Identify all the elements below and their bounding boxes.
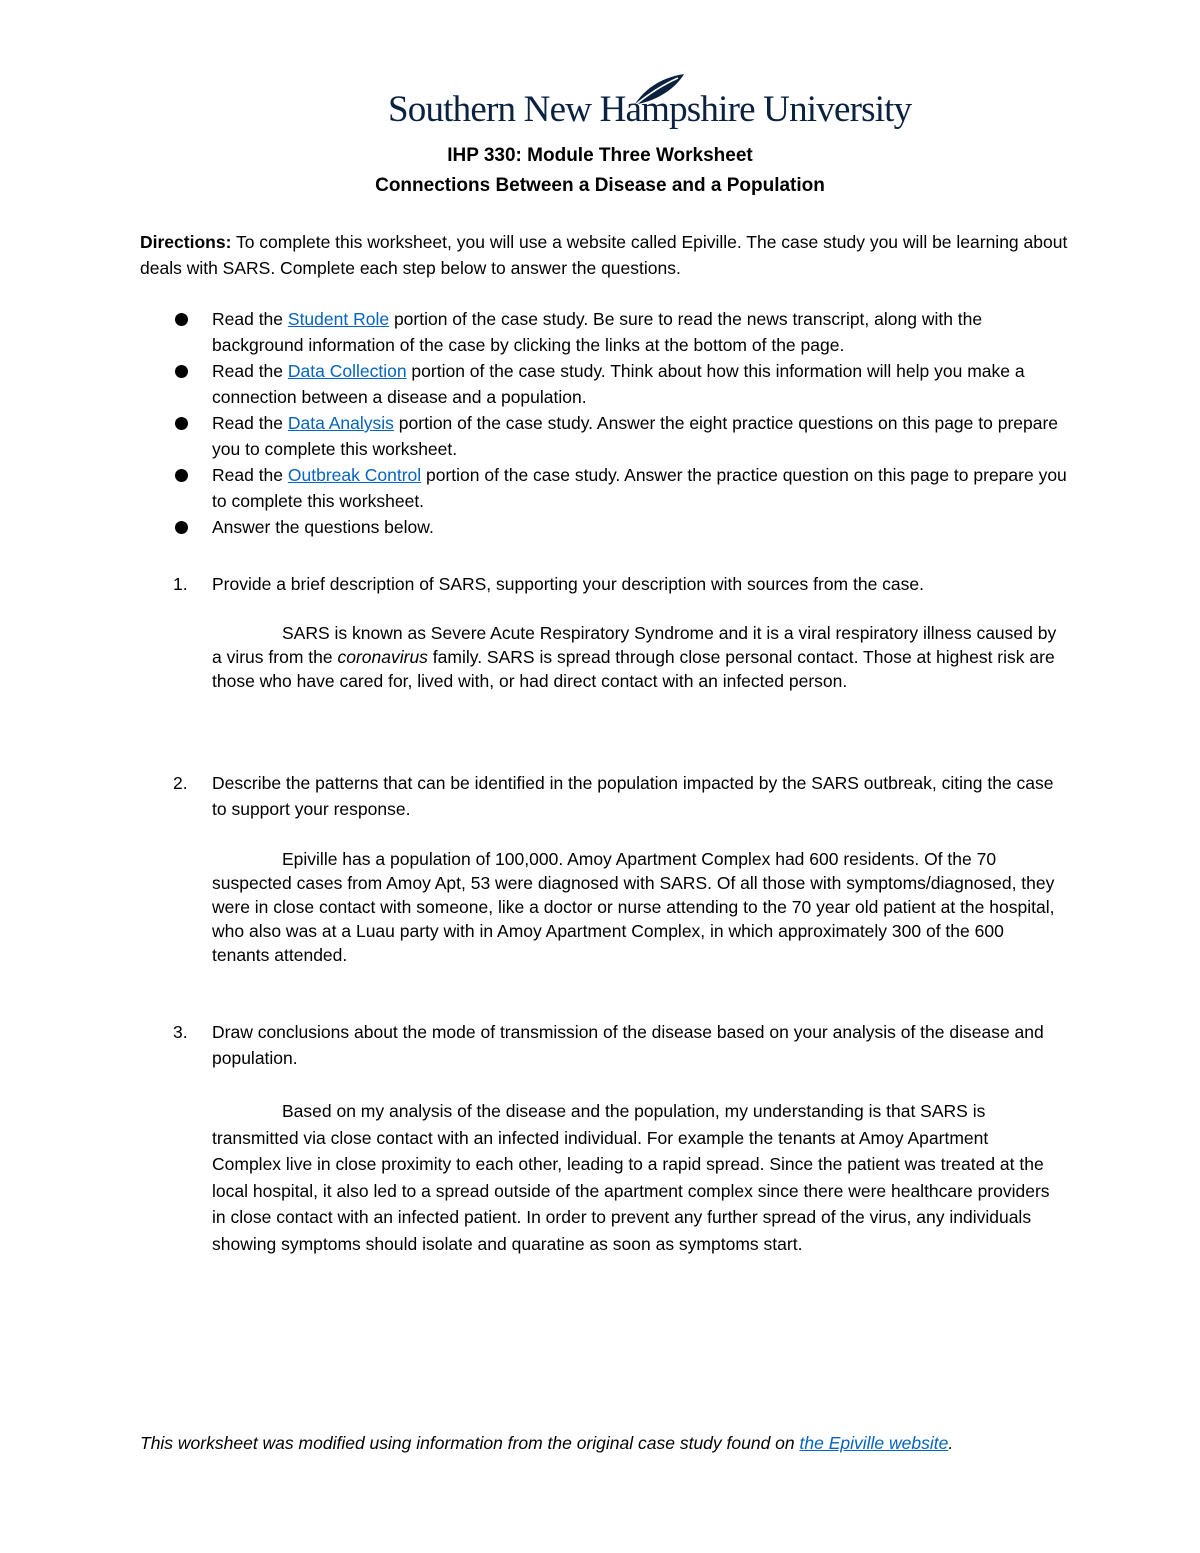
coronavirus-term: coronavirus: [337, 647, 428, 667]
bullet-dot-icon: [175, 365, 188, 378]
list-item: Read the Student Role portion of the case study. Be sure to read the news transcript, along with the background information of the case by clicking the links at the bottom of the page.: [140, 306, 1070, 358]
university-logo: [388, 70, 912, 134]
instruction-list: [140, 306, 1070, 540]
worksheet-subtitle: Connections Between a Disease and a Population: [375, 175, 825, 196]
answer-1: SARS is known as Severe Acute Respiratory Syndrome and it is a viral respiratory illness caused by a virus from the coronavirus family. SARS is spread through close personal contact. Those at highest risk are those who have cared for, lived with, or had direct contact with an infected person.: [212, 623, 1057, 691]
question-text: Provide a brief description of SARS, supporting your description with sources from the case.: [212, 574, 925, 594]
question-number: 1.: [173, 574, 188, 594]
question-2: [140, 770, 1070, 822]
question-number: 3.: [173, 1022, 188, 1042]
worksheet-title: IHP 330: Module Three Worksheet: [447, 145, 753, 166]
question-3: [140, 1019, 1070, 1071]
bullet-dot-icon: [175, 417, 188, 430]
list-item: Read the Data Analysis portion of the case study. Answer the eight practice questions on this page to prepare you to complete this worksheet.: [140, 410, 1070, 462]
bullet-dot-icon: [175, 521, 188, 534]
epiville-website-link[interactable]: the Epiville website: [799, 1433, 949, 1453]
bullet-dot-icon: [175, 469, 188, 482]
list-item: Read the Data Collection portion of the case study. Think about how this information will help you make a connection between a disease and a population.: [140, 358, 1070, 410]
university-name: Southern New Hampshire University: [388, 89, 912, 130]
footer-note: This worksheet was modified using information from the original case study found on the Epiville website.: [140, 1433, 954, 1453]
answer-2: Epiville has a population of 100,000. Amoy Apartment Complex had 600 residents. Of the 70 suspected cases from Amoy Apt, 53 were diagnosed with SARS. Of all those with symptoms/diagnosed, they were in close contact with someone, like a doctor or nurse attending to the 70 year old patient at the hospital, who also was at a Luau party with in Amoy Apartment Complex, in which approximately 300 of the 600 tenants attended.: [212, 849, 1055, 965]
directions-paragraph: [140, 229, 1070, 281]
student-role-link[interactable]: Student Role: [287, 309, 390, 329]
list-item: Answer the questions below.: [140, 514, 1070, 540]
question-number: 2.: [173, 773, 188, 793]
bullet-dot-icon: [175, 313, 188, 326]
outbreak-control-link[interactable]: Outbreak Control: [287, 465, 422, 485]
data-collection-link[interactable]: Data Collection: [287, 361, 407, 381]
list-item: Read the Outbreak Control portion of the case study. Answer the practice question on this page to prepare you to complete this worksheet.: [140, 462, 1070, 514]
question-text: Draw conclusions about the mode of transmission of the disease based on your analysis of the disease and population.: [212, 1022, 1044, 1068]
data-analysis-link[interactable]: Data Analysis: [287, 413, 394, 433]
answer-3: Based on my analysis of the disease and the population, my understanding is that SARS is transmitted via close contact with an infected individual. For example the tenants at Amoy Apartment Complex live in close proximity to each other, leading to a rapid spread. Since the patient was treated at the local hospital, it also led to a spread outside of the apartment complex since there were healthcare providers in close contact with an infected patient. In order to prevent any further spread of the virus, any individuals showing symptoms should isolate and quaratine as soon as symptoms start.: [212, 1101, 1050, 1254]
directions-text: To complete this worksheet, you will use a website called Epiville. The case study you will be learning about deals with SARS. Complete each step below to answer the questions.: [140, 232, 1068, 278]
directions-label: Directions:: [140, 232, 232, 252]
question-text: Describe the patterns that can be identified in the population impacted by the SARS outbreak, citing the case to support your response.: [212, 773, 1054, 819]
question-1: [140, 571, 1070, 597]
